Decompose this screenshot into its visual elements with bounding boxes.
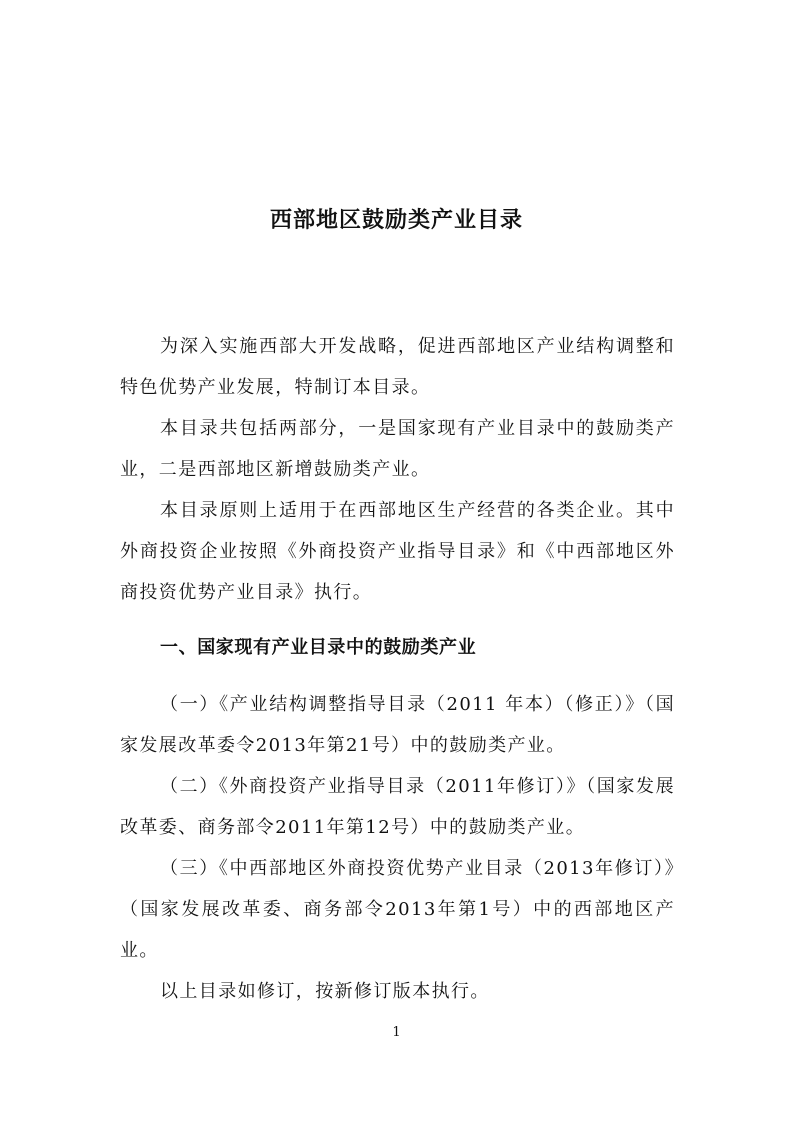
catalog-item-1: （一）《产业结构调整指导目录（2011 年本）（修正）》（国家发展改革委令2013年第21号）中的鼓励类产业。 — [120, 694, 675, 756]
catalog-item-2: （二）《外商投资产业指导目录（2011年修订）》（国家发展改革委、商务部令2011年第12号）中的鼓励类产业。 — [120, 776, 675, 838]
document-title: 西部地区鼓励类产业目录 — [269, 208, 523, 233]
page-number: 1 — [392, 1025, 401, 1040]
closing-paragraph: 以上目录如修订，按新修订版本执行。 — [160, 981, 490, 1002]
applicability-paragraph: 本目录原则上适用于在西部地区生产经营的各类企业。其中外商投资企业按照《外商投资产业指导目录》和《中西部地区外商投资优势产业目录》执行。 — [120, 500, 675, 603]
catalog-item-3: （三）《中西部地区外商投资优势产业目录（2013年修订）》（国家发展改革委、商务部令2013年第1号）中的西部地区产业。 — [120, 858, 675, 961]
section-heading: 一、国家现有产业目录中的鼓励类产业 — [160, 637, 477, 658]
scope-paragraph: 本目录共包括两部分，一是国家现有产业目录中的鼓励类产业，二是西部地区新增鼓励类产业。 — [120, 418, 675, 480]
document-body — [120, 326, 675, 1012]
intro-paragraph: 为深入实施西部大开发战略，促进西部地区产业结构调整和特色优势产业发展，特制订本目录。 — [120, 336, 675, 398]
